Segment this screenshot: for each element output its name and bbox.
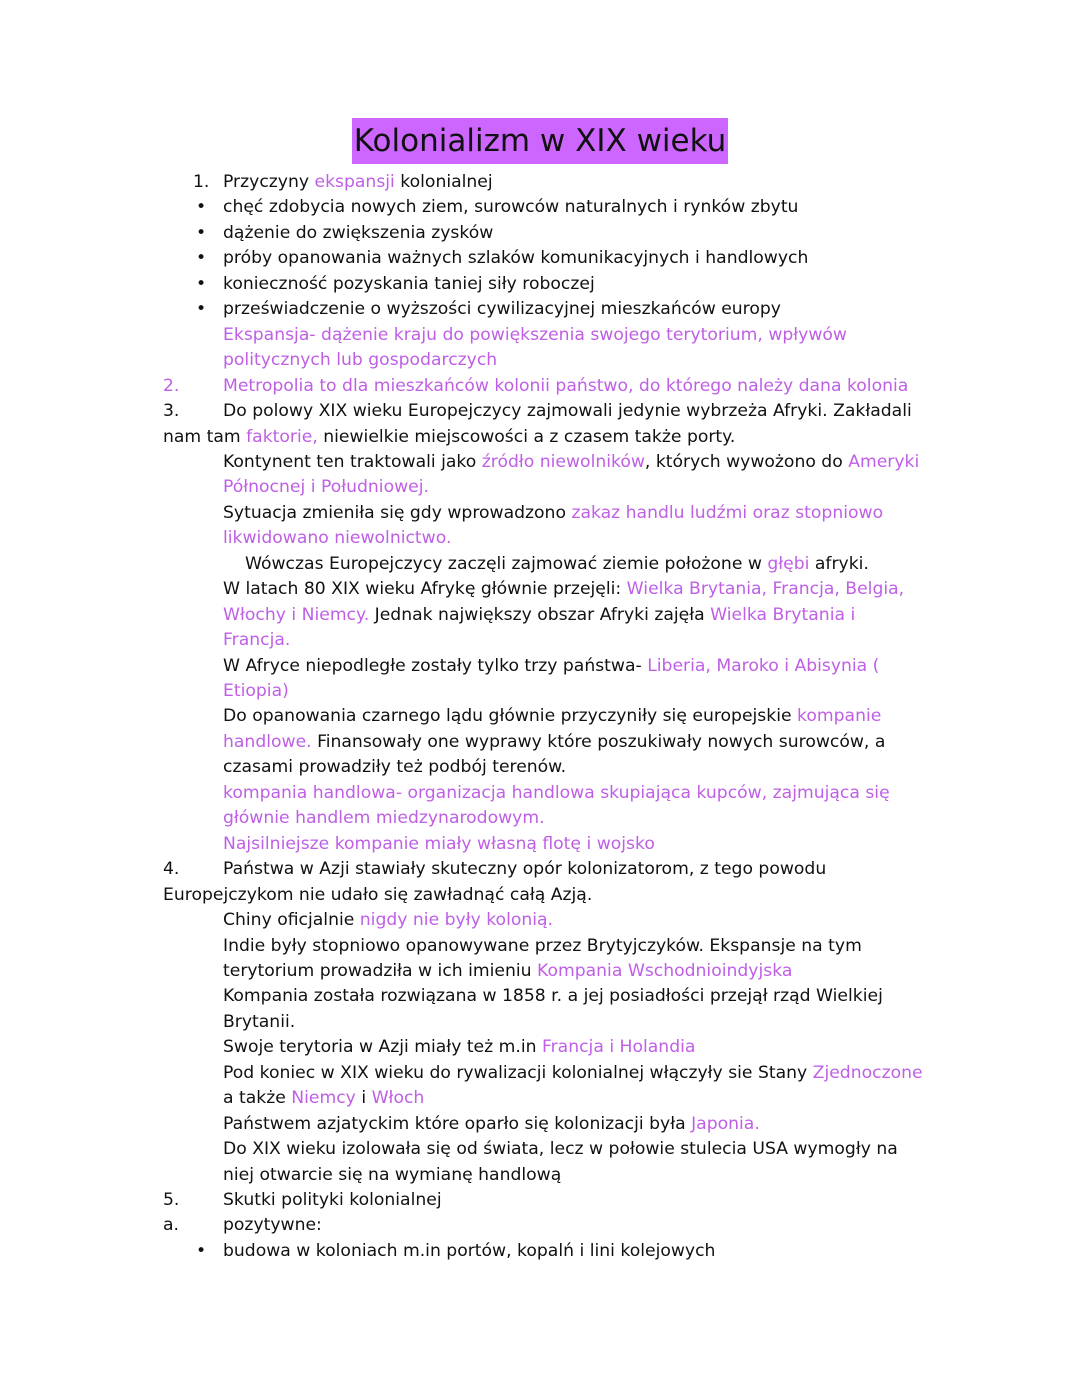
line-text — [223, 246, 808, 271]
text-segment: Wówczas Europejczycy zaczęli zajmować ziemie położone w — [245, 553, 768, 574]
line-text — [223, 1061, 923, 1086]
highlighted-term: Północnej i Południowej. — [223, 477, 429, 498]
text-line — [0, 1213, 1080, 1238]
line-text — [223, 959, 792, 984]
line-text — [163, 425, 735, 450]
line-text — [223, 170, 493, 195]
highlighted-term: Najsilniejsze kompanie miały własną flotę i wojsko — [223, 833, 655, 854]
text-line — [0, 577, 1080, 602]
line-text — [223, 934, 862, 959]
text-line — [0, 755, 1080, 780]
text-segment: Przyczyny — [223, 172, 315, 192]
bullet-marker: • — [196, 222, 207, 243]
highlighted-term: ekspansji — [314, 172, 395, 192]
line-text — [223, 475, 429, 500]
line-text — [223, 806, 545, 831]
text-line — [0, 297, 1080, 322]
text-segment: Do opanowania czarnego lądu głównie przyczyniły się europejskie — [223, 706, 798, 727]
highlighted-term: Zjednoczone — [812, 1062, 923, 1083]
text-line — [0, 221, 1080, 246]
text-line — [0, 654, 1080, 679]
text-segment: pozytywne: — [223, 1215, 322, 1236]
list-number: 4. — [163, 859, 180, 880]
highlighted-term: politycznych lub gospodarczych — [223, 350, 498, 371]
text-line — [0, 425, 1080, 450]
text-line — [0, 1086, 1080, 1111]
text-segment: kolonialnej — [394, 172, 493, 192]
line-text — [223, 704, 881, 729]
text-segment: Państwa w Azji stawiały skuteczny opór kolonizatorom, z tego powodu — [223, 859, 827, 880]
text-segment: niewielkie miejscowości a z czasem także porty. — [317, 426, 736, 447]
text-line — [0, 679, 1080, 704]
bullet-marker: • — [196, 248, 207, 269]
highlighted-term: Metropolia to dla mieszkańców kolonii państwo, do którego należy dana kolonia — [223, 375, 909, 396]
line-text — [223, 577, 904, 602]
text-segment: W latach 80 XIX wieku Afrykę głównie przejęli: — [223, 579, 627, 600]
line-text — [223, 984, 883, 1009]
text-segment: Kontynent ten traktowali jako — [223, 451, 482, 472]
line-text — [223, 755, 566, 780]
line-text — [223, 1086, 424, 1111]
highlighted-term: Włoch — [371, 1088, 425, 1109]
text-line — [0, 348, 1080, 373]
line-text — [223, 221, 493, 246]
text-segment: Pod koniec w XIX wieku do rywalizacji kolonialnej włączyły sie Stany — [223, 1062, 813, 1083]
highlighted-term: głównie handlem miedzynarodowym. — [223, 808, 545, 829]
list-number: 2. — [163, 375, 180, 396]
line-text — [223, 297, 781, 322]
text-line — [0, 1112, 1080, 1137]
text-line — [0, 475, 1080, 500]
text-line — [0, 628, 1080, 653]
text-line — [0, 450, 1080, 475]
text-line — [0, 781, 1080, 806]
text-line — [0, 272, 1080, 297]
text-segment: czasami prowadziły też podbój terenów. — [223, 757, 567, 778]
list-number: a. — [163, 1215, 179, 1236]
highlighted-term: Kompania Wschodnioindyjska — [537, 960, 793, 981]
line-text — [223, 730, 885, 755]
highlighted-term: kompania handlowa- organizacja handlowa skupiająca kupców, zajmująca się — [223, 782, 890, 803]
highlighted-term: Ameryki — [848, 451, 920, 472]
text-line — [0, 1188, 1080, 1213]
bullet-marker: • — [196, 1240, 207, 1261]
text-segment: terytorium prowadziła w ich imieniu — [223, 960, 538, 981]
line-text — [223, 1010, 295, 1035]
text-segment: Swoje terytoria w Azji miały też m.in — [223, 1037, 542, 1058]
text-line — [0, 552, 1080, 577]
bullet-marker: • — [196, 273, 207, 294]
text-line — [0, 246, 1080, 271]
text-segment: budowa w koloniach m.in portów, kopalń i lini kolejowych — [223, 1240, 716, 1261]
line-text — [223, 1112, 760, 1137]
text-segment: chęć zdobycia nowych ziem, surowców naturalnych i rynków zbytu — [223, 197, 799, 218]
line-text — [223, 908, 553, 933]
text-line — [0, 704, 1080, 729]
text-segment: konieczność pozyskania taniej siły roboczej — [223, 273, 595, 294]
line-text — [223, 374, 908, 399]
highlighted-term: Wielka Brytania i — [710, 604, 856, 625]
highlighted-term: źródło niewolników — [481, 451, 645, 472]
text-line — [0, 1061, 1080, 1086]
text-line — [0, 1010, 1080, 1035]
line-text — [223, 1213, 322, 1238]
line-text — [223, 450, 919, 475]
line-text — [223, 603, 855, 628]
text-line — [0, 526, 1080, 551]
highlighted-term: faktorie, — [246, 426, 318, 447]
highlighted-term: Włochy i Niemcy. — [223, 604, 370, 625]
text-segment: a także — [223, 1088, 292, 1109]
text-line — [0, 1035, 1080, 1060]
text-segment: i — [355, 1088, 372, 1109]
highlighted-term: Liberia, Maroko i Abisynia ( — [647, 655, 880, 676]
text-line — [0, 908, 1080, 933]
text-segment: Kompania została rozwiązana w 1858 r. a jej posiadłości przejął rząd Wielkiej — [223, 986, 883, 1007]
text-line — [0, 730, 1080, 755]
text-line — [0, 195, 1080, 220]
highlighted-term: Francja. — [223, 630, 291, 651]
text-segment: przeświadczenie o wyższości cywilizacyjnej mieszkańców europy — [223, 299, 781, 320]
text-segment: Do XIX wieku izolowała się od świata, lecz w połowie stulecia USA wymogły na — [223, 1139, 898, 1160]
text-segment: Państwem azjatyckim które oparło się kolonizacji była — [223, 1113, 692, 1134]
text-segment: Brytanii. — [223, 1011, 296, 1032]
bullet-marker: • — [196, 299, 207, 320]
line-text — [223, 272, 595, 297]
text-segment: Europejczykom nie udało się zawładnąć całą Azją. — [163, 884, 593, 905]
text-line — [0, 1239, 1080, 1264]
text-line — [0, 832, 1080, 857]
highlighted-term: Francja i Holandia — [541, 1037, 696, 1058]
text-line — [0, 806, 1080, 831]
text-line — [0, 857, 1080, 882]
text-segment: dążenie do zwiększenia zysków — [223, 222, 494, 243]
text-segment: Indie były stopniowo opanowywane przez Brytyjczyków. Ekspansje na tym — [223, 935, 862, 956]
highlighted-term: Niemcy — [291, 1088, 356, 1109]
text-segment: próby opanowania ważnych szlaków komunikacyjnych i handlowych — [223, 248, 809, 269]
highlighted-term: Japonia. — [691, 1113, 760, 1134]
line-text — [223, 501, 883, 526]
highlighted-term: Wielka Brytania, Francja, Belgia, — [626, 579, 905, 600]
text-segment: Sytuacja zmieniła się gdy wprowadzono — [223, 502, 572, 523]
text-line — [0, 1163, 1080, 1188]
list-number: 5. — [163, 1190, 180, 1210]
line-text — [223, 195, 798, 220]
bullet-marker: • — [196, 197, 207, 218]
list-number: 3. — [163, 401, 180, 422]
highlighted-term: głębi — [767, 553, 810, 574]
text-line — [0, 934, 1080, 959]
text-segment: Chiny oficjalnie — [223, 910, 360, 931]
highlighted-term: zakaz handlu ludźmi oraz stopniowo — [571, 502, 884, 523]
page-title: Kolonializm w XIX wieku — [352, 118, 728, 164]
text-line — [0, 603, 1080, 628]
text-segment: niej otwarcie się na wymianę handlową — [223, 1164, 562, 1185]
line-text — [223, 832, 655, 857]
highlighted-term: nigdy nie były kolonią. — [359, 910, 554, 931]
text-segment: Skutki polityki kolonialnej — [223, 1190, 442, 1210]
highlighted-term: Etiopia) — [223, 681, 289, 701]
text-line — [0, 984, 1080, 1009]
text-line — [0, 959, 1080, 984]
line-text — [223, 1035, 695, 1060]
highlighted-term: likwidowano niewolnictwo. — [223, 528, 452, 549]
text-segment: afryki. — [809, 553, 869, 574]
line-text — [223, 679, 289, 704]
line-text — [223, 1188, 442, 1213]
line-text — [223, 781, 890, 806]
line-text — [223, 654, 879, 679]
text-segment: Finansowały one wyprawy które poszukiwały nowych surowców, a — [311, 731, 886, 752]
text-line — [0, 399, 1080, 424]
line-text — [223, 1239, 715, 1264]
line-text — [223, 1163, 561, 1188]
text-line — [0, 323, 1080, 348]
highlighted-term: handlowe. — [223, 731, 312, 752]
line-text — [245, 552, 869, 577]
text-line — [0, 501, 1080, 526]
text-segment: Do polowy XIX wieku Europejczycy zajmowali jedynie wybrzeża Afryki. Zakładali — [223, 401, 912, 422]
line-text — [163, 883, 592, 908]
text-segment: , których wywożono do — [644, 451, 849, 472]
line-text — [223, 628, 290, 653]
line-text — [223, 857, 826, 882]
list-number: 1. — [193, 172, 210, 192]
text-segment: nam tam — [163, 426, 247, 447]
highlighted-term: Ekspansja- dążenie kraju do powiększenia swojego terytorium, wpływów — [223, 324, 847, 345]
line-text — [223, 526, 451, 551]
text-line — [0, 374, 1080, 399]
text-line — [0, 883, 1080, 908]
text-line — [0, 170, 1080, 195]
text-segment: W Afryce niepodległe zostały tylko trzy państwa- — [223, 655, 648, 676]
text-segment: Jednak największy obszar Afryki zajęła — [369, 604, 711, 625]
text-line — [0, 1137, 1080, 1162]
line-text — [223, 348, 497, 373]
line-text — [223, 399, 912, 424]
highlighted-term: kompanie — [797, 706, 882, 727]
line-text — [223, 1137, 898, 1162]
line-text — [223, 323, 847, 348]
